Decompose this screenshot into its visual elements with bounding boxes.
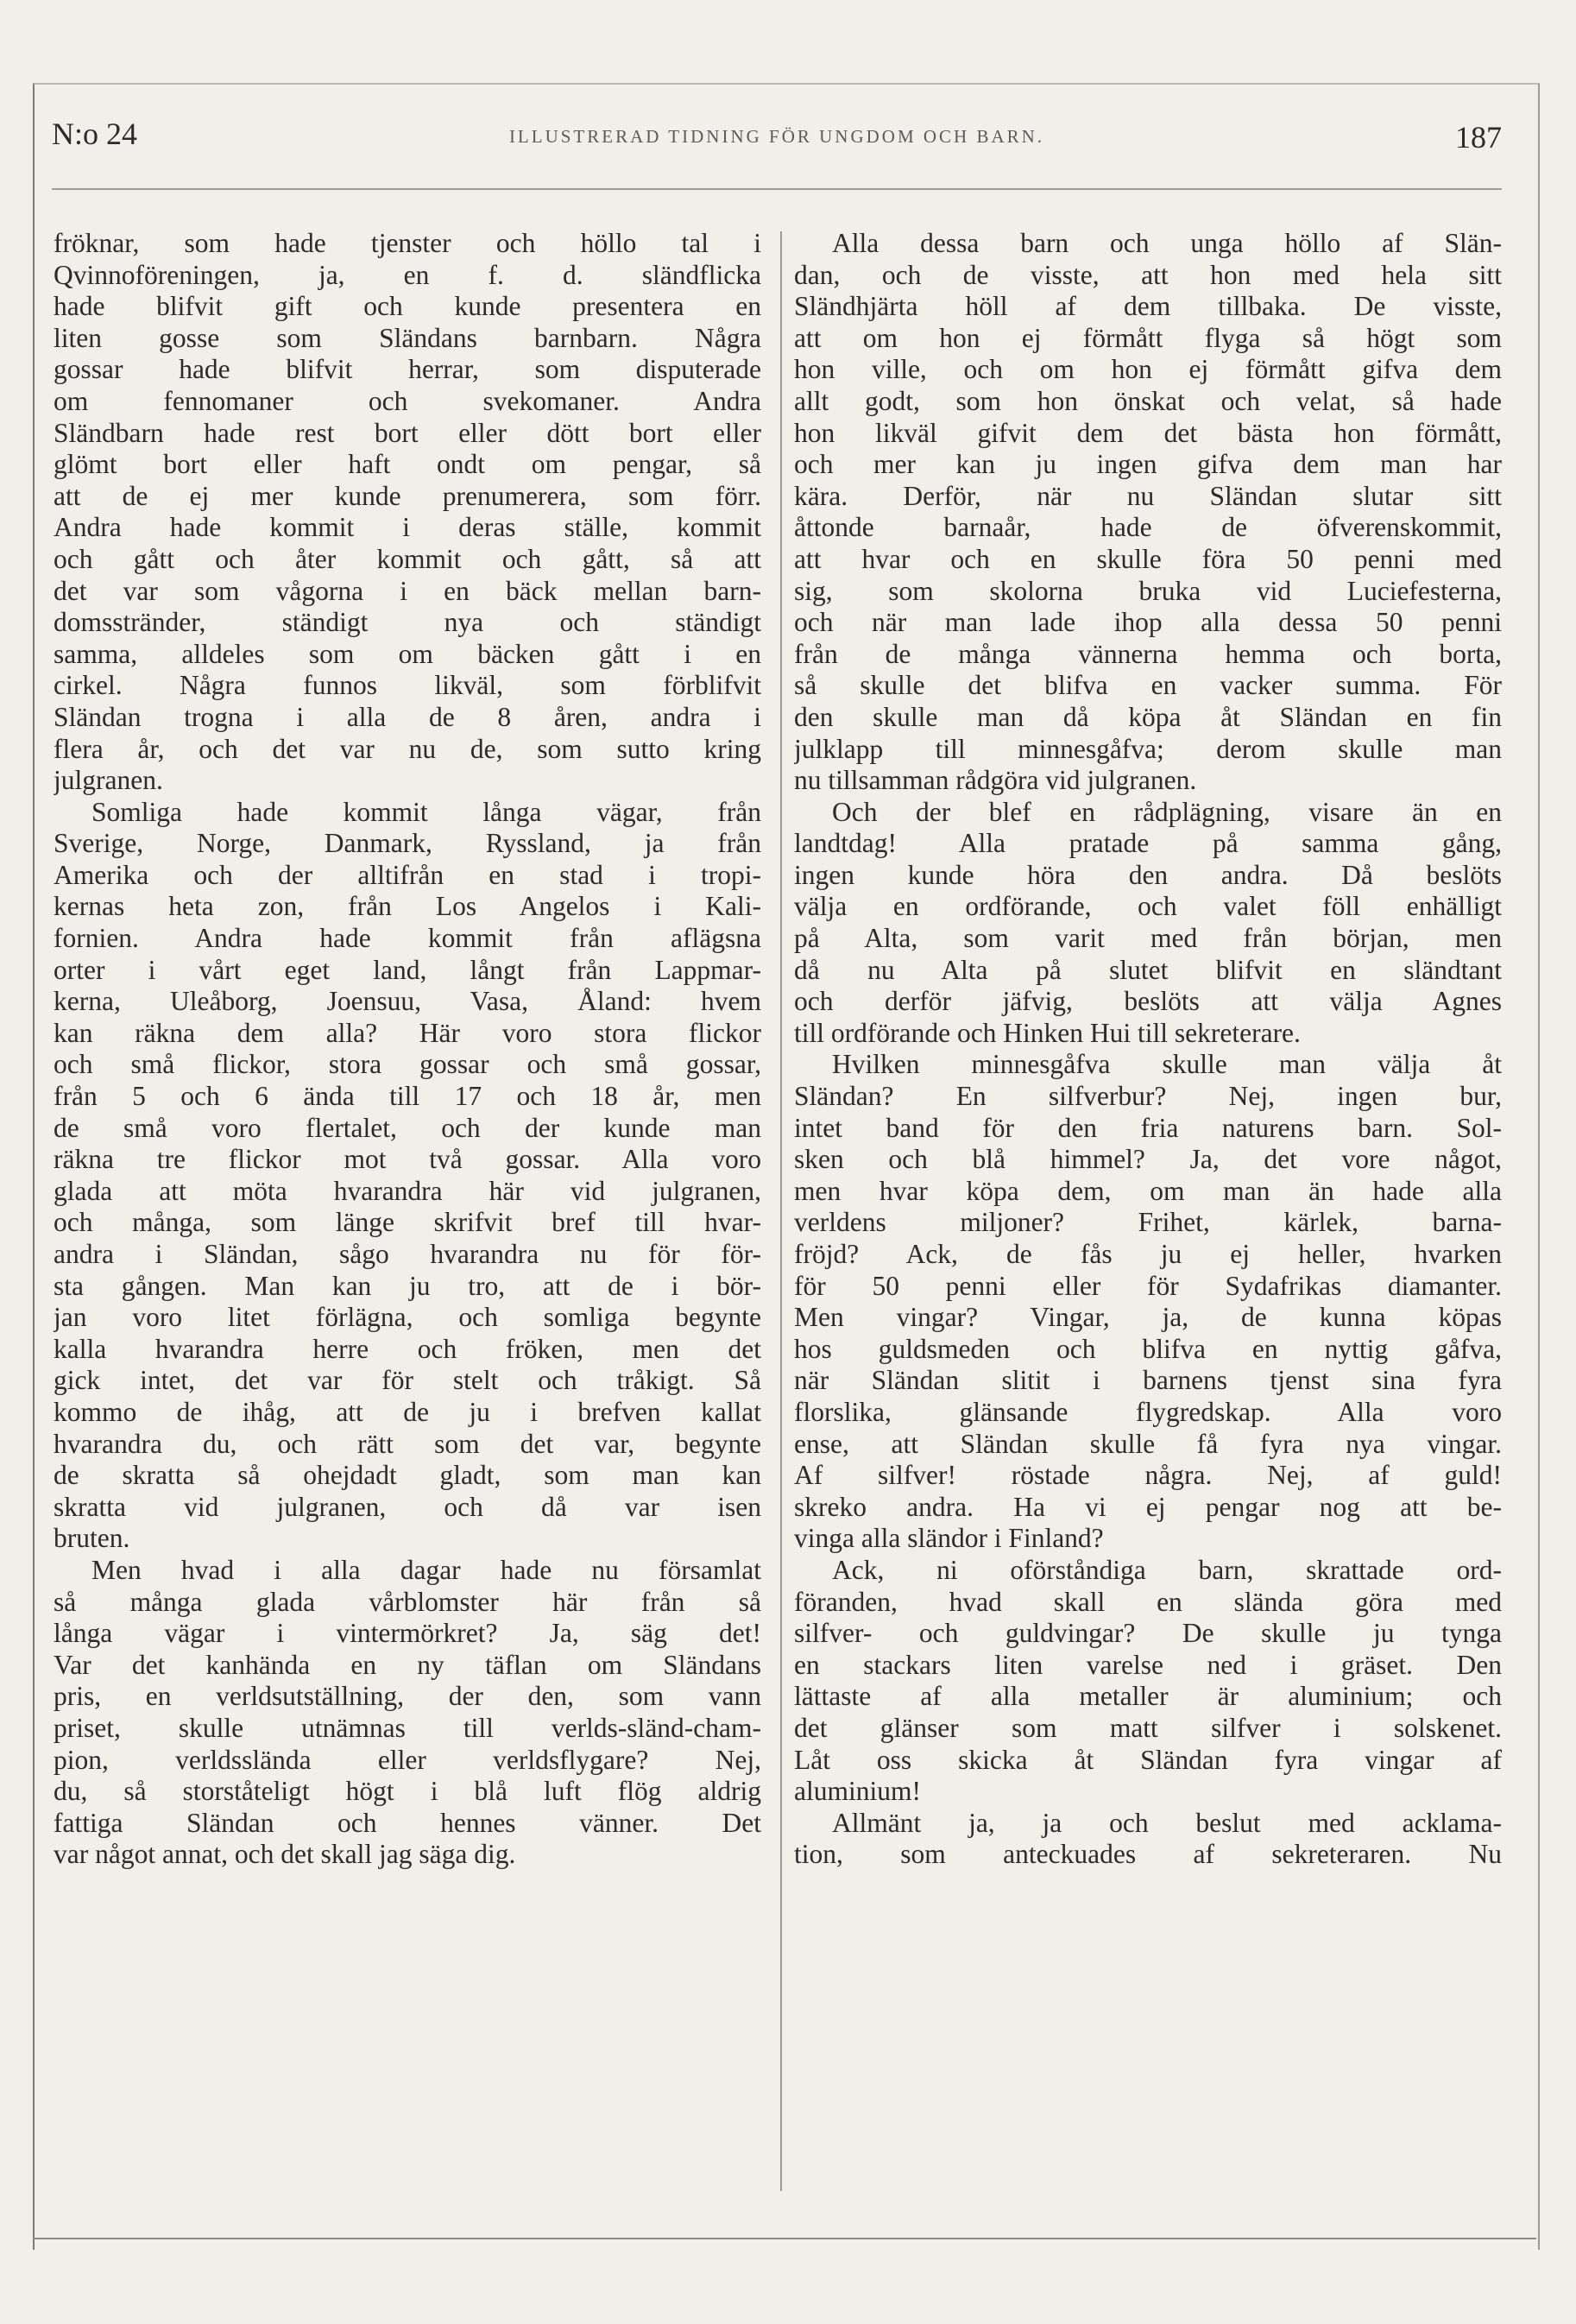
text-line: glömt bort eller haft ondt om pengar, så (54, 449, 761, 480)
text-line: jan voro litet förlägna, och somliga begynte (54, 1302, 761, 1333)
bottom-rule (33, 2238, 1536, 2239)
text-line: Sländan? En silfverbur? Nej, ingen bur, (794, 1081, 1502, 1112)
column-divider (780, 231, 782, 2191)
text-line: och gått och åter kommit och gått, så att (54, 543, 761, 574)
text-line: nu tillsamman rådgöra vid julgranen. (794, 765, 1197, 796)
text-line: liten gosse som Sländans barnbarn. Några (54, 322, 761, 353)
text-line: Qvinnoföreningen, ja, en f. d. sländflicka (54, 259, 761, 290)
text-line: cirkel. Några funnos likväl, som förblifvit (54, 670, 761, 701)
text-line: kernas heta zon, från Los Angelos i Kali- (54, 891, 761, 922)
text-line: åttonde barnaår, hade de öfverenskommit, (794, 512, 1502, 543)
text-line: den skulle man då köpa åt Sländan en fin (794, 701, 1502, 732)
text-line: sta gången. Man kan ju tro, att de i bör- (54, 1270, 761, 1301)
text-line: det var som vågorna i en bäck mellan barn- (54, 575, 761, 606)
text-line: Sländan trogna i alla de 8 åren, andra i (54, 701, 761, 732)
text-line: pris, en verldsutställning, der den, som vann (54, 1681, 761, 1712)
text-line: så skulle det blifva en vacker summa. För (794, 670, 1502, 701)
text-line: gossar hade blifvit herrar, som disputerade (54, 354, 761, 385)
text-line: Sländhjärta höll af dem tillbaka. De visste, (794, 291, 1502, 322)
text-line: och många, som länge skrifvit bref till hvar- (54, 1207, 761, 1238)
text-line: bruten. (54, 1523, 130, 1554)
text-line: föranden, hvad skall en slända göra med (794, 1586, 1502, 1617)
text-line: och mer kan ju ingen gifva dem man har (794, 449, 1502, 480)
text-line: allt godt, som hon önskat och velat, så hade (794, 385, 1502, 416)
text-line: glada att möta hvarandra här vid julgranen, (54, 1175, 761, 1206)
text-line: Var det kanhända en ny täflan om Sländans (54, 1649, 761, 1680)
text-line: Sländbarn hade rest bort eller dött bort eller (54, 417, 761, 448)
text-line: lättaste af alla metaller är aluminium; och (794, 1681, 1502, 1712)
text-line: silfver- och guldvingar? De skulle ju tynga (794, 1618, 1502, 1649)
left-column (54, 228, 761, 1871)
text-line: julgranen. (54, 765, 163, 796)
text-line: så många glada vårblomster här från så (54, 1586, 761, 1617)
running-title: ILLUSTRERAD TIDNING FÖR UNGDOM OCH BARN. (508, 126, 1045, 147)
text-line: kerna, Uleåborg, Joensuu, Vasa, Åland: hvem (54, 986, 761, 1017)
text-line: och små flickor, stora gossar och små gossar, (54, 1049, 761, 1080)
text-line: räkna tre flickor mot två gossar. Alla voro (54, 1144, 761, 1175)
text-line: hon likväl gifvit dem det bästa hon förmått, (794, 417, 1502, 448)
text-line: flera år, och det var nu de, som sutto kring (54, 733, 761, 764)
text-line: tion, som anteckuades af sekreteraren. Nu (794, 1839, 1502, 1870)
text-line: om fennomaner och svekomaner. Andra (54, 385, 761, 416)
text-line: ense, att Sländan skulle få fyra nya vingar. (794, 1428, 1502, 1459)
text-line: och när man lade ihop alla dessa 50 penni (794, 607, 1502, 638)
text-line: de skratta så ohejdadt gladt, som man kan (54, 1460, 761, 1491)
text-line: gick intet, det var för stelt och tråkigt. Så (54, 1365, 761, 1396)
text-line: hvarandra du, och rätt som det var, begynte (54, 1428, 761, 1459)
text-line: långa vägar i vintermörkret? Ja, säg det! (54, 1618, 761, 1649)
text-line: priset, skulle utnämnas till verlds-sländ-cham- (54, 1712, 761, 1743)
text-line: fröknar, som hade tjenster och höllo tal i (54, 228, 761, 258)
text-line: Låt oss skicka åt Sländan fyra vingar af (794, 1744, 1502, 1775)
text-line: fattiga Sländan och hennes vänner. Det (54, 1807, 761, 1838)
text-line: från de många vännerna hemma och borta, (794, 638, 1502, 669)
issue-number: N:o 24 (52, 117, 137, 151)
page-header (52, 114, 1502, 162)
text-line: Hvilken minnesgåfva skulle man välja åt (832, 1049, 1502, 1080)
text-line: de små voro flertalet, och der kunde man (54, 1112, 761, 1143)
text-line: fröjd? Ack, de fås ju ej heller, hvarken (794, 1239, 1502, 1269)
text-line: florslika, glänsande flygredskap. Alla voro (794, 1396, 1502, 1427)
text-line: du, så storståteligt högt i blå luft flög aldrig (54, 1776, 761, 1807)
text-line: Men hvad i alla dagar hade nu församlat (91, 1554, 761, 1585)
text-line: och derför jäfvig, beslöts att välja Agnes (794, 986, 1502, 1017)
text-line: vinga alla sländor i Finland? (794, 1523, 1104, 1554)
text-line: hon ville, och om hon ej förmått gifva dem (794, 354, 1502, 385)
text-line: aluminium! (794, 1776, 921, 1807)
text-line: kommo de ihåg, att de ju i brefven kallat (54, 1396, 761, 1427)
text-line: skreko andra. Ha vi ej pengar nog att be- (794, 1491, 1502, 1522)
text-line: välja en ordförande, och valet föll enhälligt (794, 891, 1502, 922)
text-line: kära. Derför, när nu Sländan slutar sitt (794, 480, 1502, 511)
text-line: när Sländan slitit i barnens tjenst sina fyra (794, 1365, 1502, 1396)
text-line: sig, som skolorna bruka vid Luciefesterna, (794, 575, 1502, 606)
text-line: från 5 och 6 ända till 17 och 18 år, men (54, 1081, 761, 1112)
text-line: Allmänt ja, ja och beslut med acklama- (832, 1807, 1502, 1838)
text-line: sken och blå himmel? Ja, det vore något, (794, 1144, 1502, 1175)
text-line: julklapp till minnesgåfva; derom skulle man (794, 733, 1502, 764)
text-line: Men vingar? Vingar, ja, de kunna köpas (794, 1302, 1502, 1333)
text-line: orter i vårt eget land, långt från Lappmar- (54, 954, 761, 985)
page-number: 187 (1455, 120, 1502, 155)
text-line: var något annat, och det skall jag säga dig. (54, 1839, 516, 1870)
text-line: det glänser som matt silfver i solskenet. (794, 1712, 1502, 1743)
text-line: att om hon ej förmått flyga så högt som (794, 322, 1502, 353)
text-line: Af silfver! röstade några. Nej, af guld! (794, 1460, 1502, 1491)
text-line: hos guldsmeden och blifva en nyttig gåfva, (794, 1333, 1502, 1364)
text-line: dan, och de visste, att hon med hela sitt (794, 259, 1502, 290)
text-line: Somliga hade kommit långa vägar, från (91, 796, 761, 827)
text-line: verldens miljoner? Frihet, kärlek, barna- (794, 1207, 1502, 1238)
text-line: kalla hvarandra herre och fröken, men det (54, 1333, 761, 1364)
text-line: fornien. Andra hade kommit från aflägsna (54, 923, 761, 954)
text-line: skratta vid julgranen, och då var isen (54, 1491, 761, 1522)
text-line: Sverige, Norge, Danmark, Ryssland, ja från (54, 828, 761, 859)
text-line: att hvar och en skulle föra 50 penni med (794, 543, 1502, 574)
text-line: Ack, ni oförståndiga barn, skrattade ord- (832, 1554, 1502, 1585)
text-line: kan räkna dem alla? Här voro stora flickor (54, 1017, 761, 1048)
text-line: på Alta, som varit med från början, men (794, 923, 1502, 954)
text-line: pion, verldsslända eller verldsflygare? Nej, (54, 1744, 761, 1775)
right-column (794, 228, 1502, 1871)
text-line: andra i Sländan, sågo hvarandra nu för för- (54, 1239, 761, 1269)
text-line: då nu Alta på slutet blifvit en sländtant (794, 954, 1502, 985)
text-line: att de ej mer kunde prenumerera, som förr. (54, 480, 761, 511)
text-line: samma, alldeles som om bäcken gått i en (54, 638, 761, 669)
text-line: hade blifvit gift och kunde presentera en (54, 291, 761, 322)
text-line: men hvar köpa dem, om man än hade alla (794, 1175, 1502, 1206)
text-line: Andra hade kommit i deras ställe, kommit (54, 512, 761, 543)
text-line: Och der blef en rådplägning, visare än en (832, 796, 1502, 827)
text-line: intet band för den fria naturens barn. Sol- (794, 1112, 1502, 1143)
text-line: Alla dessa barn och unga höllo af Slän- (832, 228, 1502, 258)
text-line: för 50 penni eller för Sydafrikas diamanter. (794, 1270, 1502, 1301)
text-line: domsstränder, ständigt nya och ständigt (54, 607, 761, 638)
text-line: en stackars liten varelse ned i gräset. Den (794, 1649, 1502, 1680)
text-line: ingen kunde höra den andra. Då beslöts (794, 859, 1502, 890)
text-line: Amerika och der alltifrån en stad i tropi- (54, 859, 761, 890)
text-line: till ordförande och Hinken Hui till sekreterare. (794, 1017, 1301, 1048)
text-line: landtdag! Alla pratade på samma gång, (794, 828, 1502, 859)
header-rule (52, 188, 1502, 190)
